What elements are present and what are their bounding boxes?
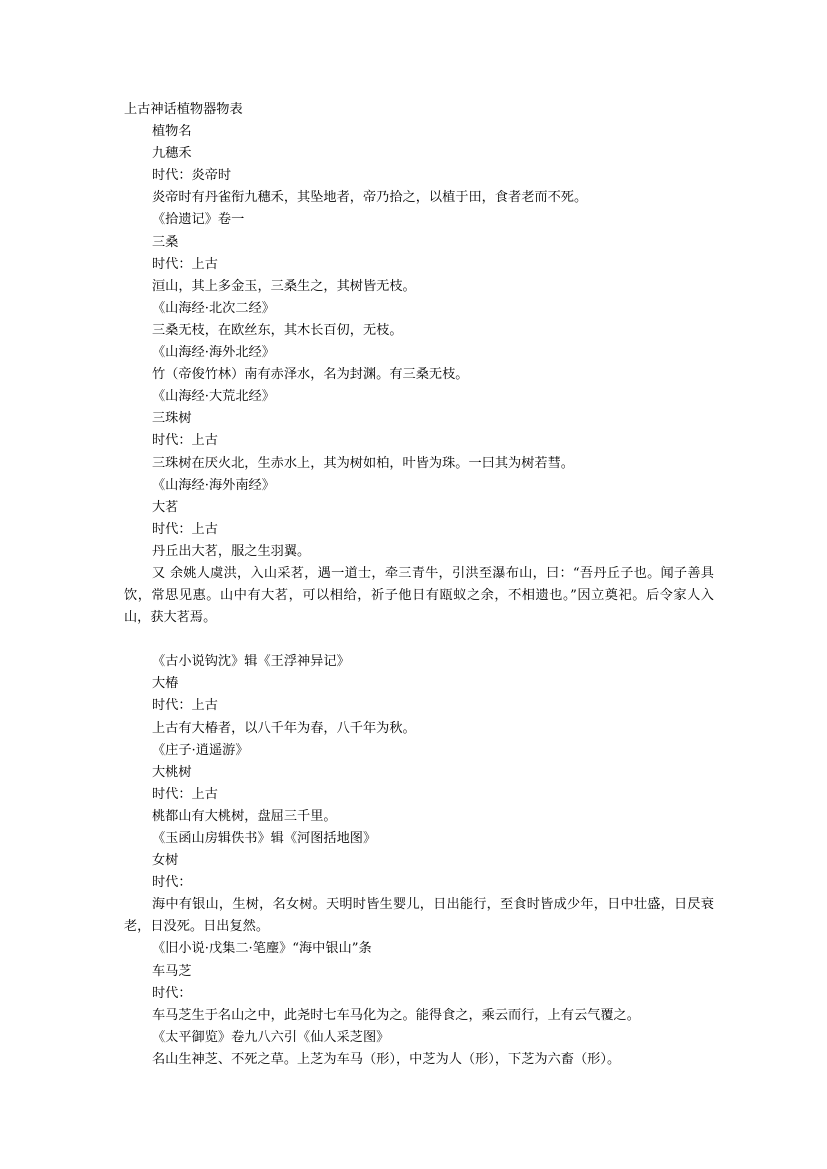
entry-text: 竹（帝俊竹林）南有赤泽水，名为封渊。有三桑无枝。 xyxy=(152,367,469,383)
category-heading: 植物名 xyxy=(152,124,192,140)
entry-source: 《拾遗记》卷一 xyxy=(152,212,245,228)
document-page xyxy=(124,99,714,1071)
entry-era: 时代：炎帝时 xyxy=(152,168,232,184)
entry-text: 三桑无枝，在欧丝东，其木长百仞，无枝。 xyxy=(152,322,403,338)
entry-source: 《山海经·大荒北经》 xyxy=(152,389,275,405)
entry-text: 炎帝时有丹雀衔九穗禾，其坠地者，帝乃拾之，以植于田，食者老而不死。 xyxy=(152,190,588,206)
entry-source: 《太平御览》卷九八六引《仙人采芝图》 xyxy=(152,1029,390,1045)
entry-name: 九穗禾 xyxy=(152,146,192,162)
entry-era: 时代：上古 xyxy=(152,433,218,449)
entry-era: 时代：上古 xyxy=(152,698,218,714)
entry-paragraph: 又 余姚人虞洪，入山采茗，遇一道士，牵三青牛，引洪至瀑布山，曰：“吾丹丘子也。闻子善具饮，常思见惠。山中有大茗，可以相给，祈子他日有瓯蚁之余，不相遗也。”因立奠祀。后令家人入山，获大茗焉。 xyxy=(124,565,714,626)
entry-source: 《山海经·海外北经》 xyxy=(152,345,275,361)
entry-text: 洹山，其上多金玉，三桑生之，其树皆无枝。 xyxy=(152,278,416,294)
entry-source: 《山海经·海外南经》 xyxy=(152,477,275,493)
document-title: 上古神话植物器物表 xyxy=(124,102,243,117)
entry-text: 三珠树在厌火北，生赤水上，其为树如柏，叶皆为珠。一曰其为树若彗。 xyxy=(152,455,574,471)
entry-source: 《古小说钩沈》辑《王浮神异记》 xyxy=(152,654,350,670)
entry-name: 大桃树 xyxy=(152,764,192,780)
entry-era: 时代：上古 xyxy=(152,786,218,802)
blank-line xyxy=(124,629,714,651)
entry-text: 名山生神芝、不死之草。上芝为车马（形），中芝为人（形），下芝为六畜（形）。 xyxy=(152,1051,621,1067)
entry-era: 时代：上古 xyxy=(152,256,218,272)
entry-name: 车马芝 xyxy=(152,963,192,979)
entry-text: 上古有大椿者，以八千年为春，八千年为秋。 xyxy=(152,720,416,736)
entry-name: 女树 xyxy=(152,853,179,869)
entry-text: 车马芝生于名山之中，此尧时七车马化为之。能得食之，乘云而行，上有云气覆之。 xyxy=(152,1007,640,1023)
entry-name: 三桑 xyxy=(152,234,179,250)
entry-text: 丹丘出大茗，服之生羽翼。 xyxy=(152,543,311,559)
entry-source: 《庄子·逍遥游》 xyxy=(152,742,249,758)
entry-source: 《山海经·北次二经》 xyxy=(152,300,275,316)
entry-source: 《旧小说·戊集二·笔麈》“海中银山”条 xyxy=(152,941,372,957)
entry-source: 《玉函山房辑佚书》辑《河图括地图》 xyxy=(152,831,377,846)
entry-name: 三珠树 xyxy=(152,411,192,427)
entry-era: 时代： xyxy=(152,875,192,891)
entry-era: 时代： xyxy=(152,985,192,1001)
entry-era: 时代：上古 xyxy=(152,521,218,537)
entry-name: 大茗 xyxy=(152,499,179,515)
entry-paragraph: 海中有银山，生树，名女树。天明时皆生婴儿，日出能行，至食时皆成少年，日中壮盛，日昃衰老，日没死。日出复然。 xyxy=(124,897,714,935)
entry-text: 桃都山有大桃树，盘屈三千里。 xyxy=(152,808,337,824)
entry-name: 大椿 xyxy=(152,676,179,692)
